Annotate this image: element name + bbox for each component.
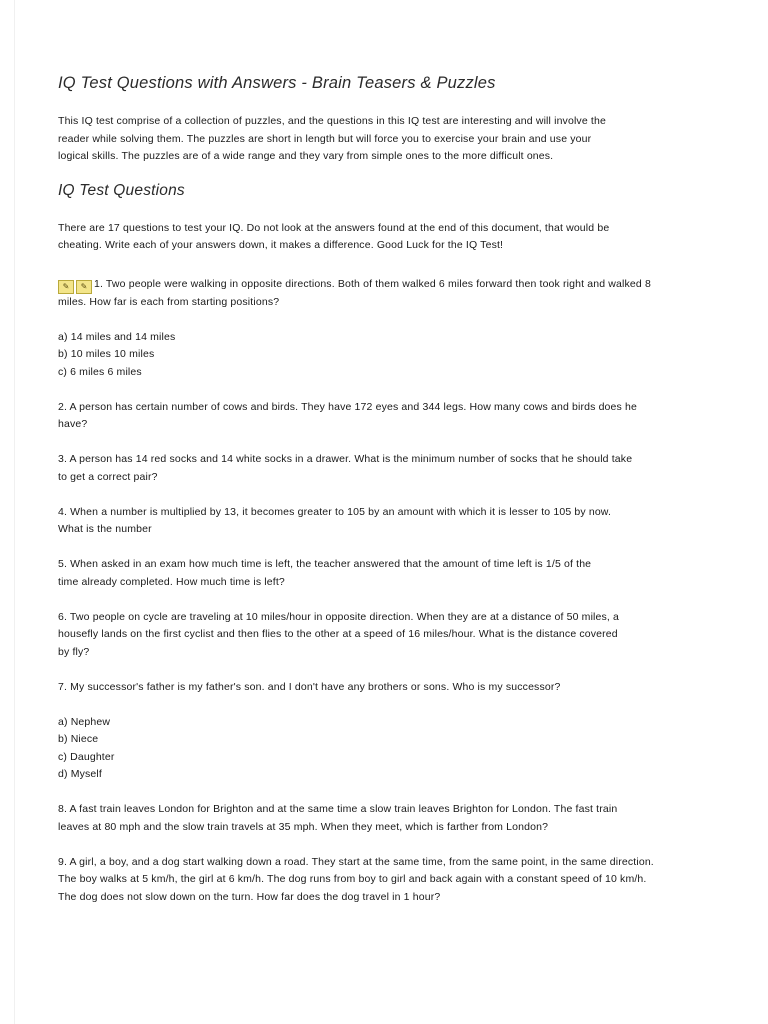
option: a) Nephew bbox=[58, 715, 111, 728]
question-text: 2. A person has certain number of cows and birds. They have 172 eyes and 344 legs. How many cows and birds does he bbox=[58, 400, 637, 413]
edit-icons[interactable] bbox=[58, 280, 92, 294]
option: c) 6 miles 6 miles bbox=[58, 365, 142, 378]
question-text: The dog does not slow down on the turn. How far does the dog travel in 1 hour? bbox=[58, 890, 441, 903]
question-text: 3. A person has 14 red socks and 14 white socks in a drawer. What is the minimum number of socks that he should take bbox=[58, 453, 633, 465]
question-text: 4. When a number is multiplied by 13, it becomes greater to 105 by an amount with which it is lesser to 105 by now. bbox=[58, 505, 612, 518]
question-text: The boy walks at 5 km/h, the girl at 6 km/h. The dog runs from boy to girl and back again with a constant speed of 10 km/h. bbox=[58, 873, 647, 885]
question-text: housefly lands on the first cyclist and then flies to the other at a speed of 16 miles/hour. What is the distance covered bbox=[58, 628, 618, 640]
section-title: IQ Test Questions bbox=[58, 181, 185, 199]
document-body bbox=[58, 70, 713, 906]
option: b) 10 miles 10 miles bbox=[58, 348, 155, 360]
question-text: have? bbox=[58, 418, 88, 430]
question-3 bbox=[58, 451, 713, 486]
question-5 bbox=[58, 556, 713, 591]
lead-line: cheating. Write each of your answers down, it makes a difference. Good Luck for the IQ Test! bbox=[58, 239, 504, 251]
lead-line: There are 17 questions to test your IQ. Do not look at the answers found at the end of this document, that would be bbox=[58, 221, 610, 234]
question-6 bbox=[58, 609, 713, 662]
question-text: 5. When asked in an exam how much time is left, the teacher answered that the amount of time left is 1/5 of the bbox=[58, 558, 592, 570]
question-1 bbox=[58, 276, 713, 312]
option: c) Daughter bbox=[58, 750, 115, 763]
question-1-options bbox=[58, 329, 713, 382]
question-text: leaves at 80 mph and the slow train travels at 35 mph. When they meet, which is farther from London? bbox=[58, 820, 549, 833]
question-text: 6. Two people on cycle are traveling at 10 miles/hour in opposite direction. When they are at a distance of 50 miles, a bbox=[58, 610, 620, 623]
question-text: miles. How far is each from starting positions? bbox=[58, 295, 280, 308]
option: a) 14 miles and 14 miles bbox=[58, 330, 176, 343]
option: b) Niece bbox=[58, 733, 99, 745]
question-8 bbox=[58, 801, 713, 836]
lead-paragraph bbox=[58, 220, 713, 255]
question-text: 7. My successor's father is my father's son. and I don't have any brothers or sons. Who is my successor? bbox=[58, 680, 561, 693]
question-text: 1. Two people were walking in opposite directions. Both of them walked 6 miles forward then took right and walked 8 bbox=[94, 277, 651, 290]
intro-line: reader while solving them. The puzzles are short in length but will force you to exercise your brain and use your bbox=[58, 132, 592, 145]
question-4 bbox=[58, 504, 713, 539]
question-7 bbox=[58, 679, 713, 697]
question-text: 9. A girl, a boy, and a dog start walking down a road. They start at the same time, from the same point, in the same direction. bbox=[58, 855, 654, 868]
question-9 bbox=[58, 854, 713, 907]
intro-line: logical skills. The puzzles are of a wide range and they vary from simple ones to the more difficult ones. bbox=[58, 150, 554, 162]
question-text: by fly? bbox=[58, 645, 90, 658]
question-text: What is the number bbox=[58, 523, 152, 535]
document-title: IQ Test Questions with Answers - Brain Teasers & Puzzles bbox=[58, 74, 496, 92]
option: d) Myself bbox=[58, 768, 102, 780]
question-7-options bbox=[58, 714, 713, 784]
question-text: time already completed. How much time is left? bbox=[58, 575, 285, 588]
pencil-icon[interactable]: ✎ bbox=[58, 280, 74, 294]
question-text: to get a correct pair? bbox=[58, 470, 158, 483]
question-text: 8. A fast train leaves London for Brighton and at the same time a slow train leaves Brighton for London. The fast train bbox=[58, 803, 618, 815]
intro-paragraph bbox=[58, 113, 713, 166]
page-edge bbox=[14, 0, 15, 1024]
intro-line: This IQ test comprise of a collection of puzzles, and the questions in this IQ test are interesting and will involve the bbox=[58, 115, 606, 127]
question-2 bbox=[58, 399, 713, 434]
pencil-icon[interactable]: ✎ bbox=[76, 280, 92, 294]
